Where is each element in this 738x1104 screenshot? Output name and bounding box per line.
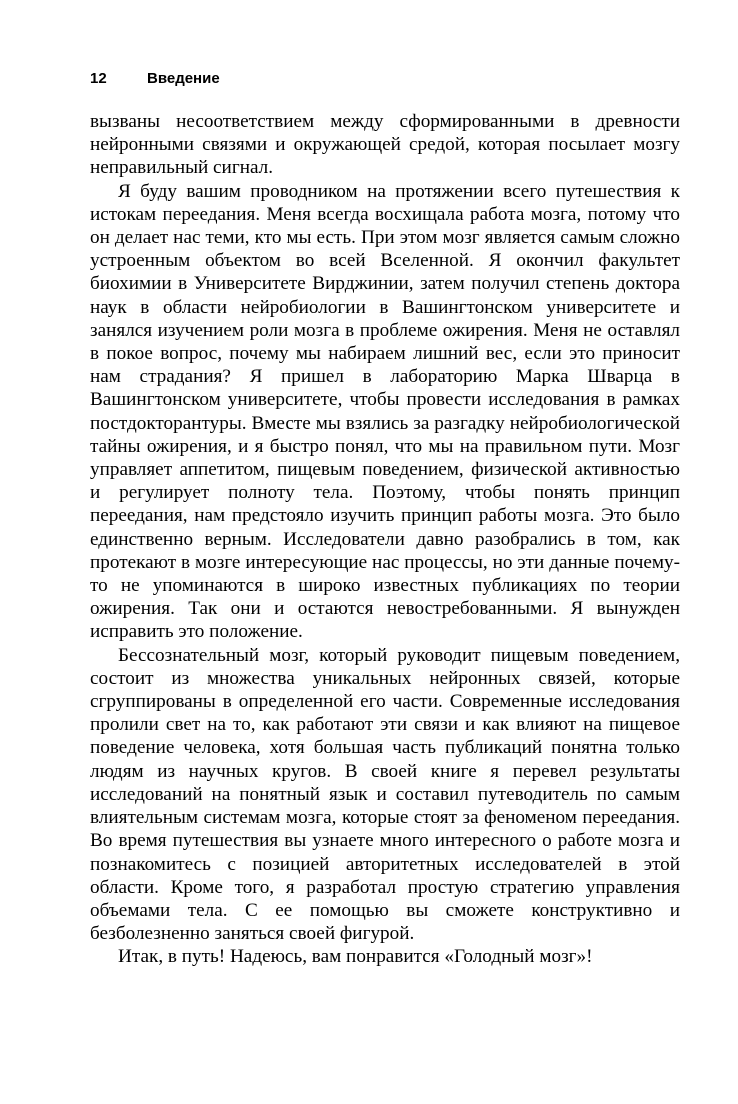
running-head	[90, 68, 220, 90]
paragraph: Итак, в путь! Надеюсь, вам понравится «Голодный мозг»!	[118, 946, 593, 968]
paragraph: Бессознательный мозг, который руководит пищевым поведением, состоит из множества уникальных нейронных связей, которые сгруппированы в определенной его части. Современные исследования пролили свет на то, как работают эти связи и как влияют на пищевое поведение человека, хотя большая часть публикаций понятна только людям из научных кругов. В своей книге я перевел результаты исследований на понятный язык и составил путеводитель по самым влиятельным системам мозга, которые стоят за феноменом переедания. Во время путешествия вы узнаете много интересного о работе мозга и познакомитесь с позицией авторитетных исследователей в этой области. Кроме того, я разработал простую стратегию управления объемами тела. С ее помощью вы сможете конструктивно и безболезненно заняться своей фигурой.	[90, 644, 680, 945]
section-title: Введение	[147, 70, 220, 87]
body-text	[90, 110, 680, 969]
paragraph: вызваны несоответствием между сформированными в древности нейронными связями и окружающей средой, которая посылает мозгу неправильный сигнал.	[90, 111, 680, 179]
paragraph: Я буду вашим проводником на протяжении всего путешествия к истокам переедания. Меня всегда восхищала работа мозга, потому что он делает нас теми, кто мы есть. При этом мозг является самым сложно устроенным объектом во всей Вселенной. Я окончил факультет биохимии в Университете Вирджинии, затем получил степень доктора наук в области нейробиологии в Вашингтонском университете и занялся изучением роли мозга в проблеме ожирения. Меня не оставлял в покое вопрос, почему мы набираем лишний вес, если это приносит нам страдания? Я пришел в лабораторию Марка Шварца в Вашингтонском университете, чтобы провести исследования в рамках постдокторантуры. Вместе мы взялись за разгадку нейробиологической тайны ожирения, и я быстро понял, что мы на правильном пути. Мозг управляет аппетитом, пищевым поведением, физической активностью и регулирует полноту тела. Поэтому, чтобы понять принцип переедания, нам предстояло изучить принцип работы мозга. Это было единственно верным. Исследователи давно разобрались в том, как протекают в мозге интересующие нас процессы, но эти данные почему-то не упоминаются в широко известных публикациях по теории ожирения. Так они и остаются невостребованными. Я вынужден исправить это положение.	[90, 180, 680, 643]
page-number: 12	[90, 70, 107, 87]
